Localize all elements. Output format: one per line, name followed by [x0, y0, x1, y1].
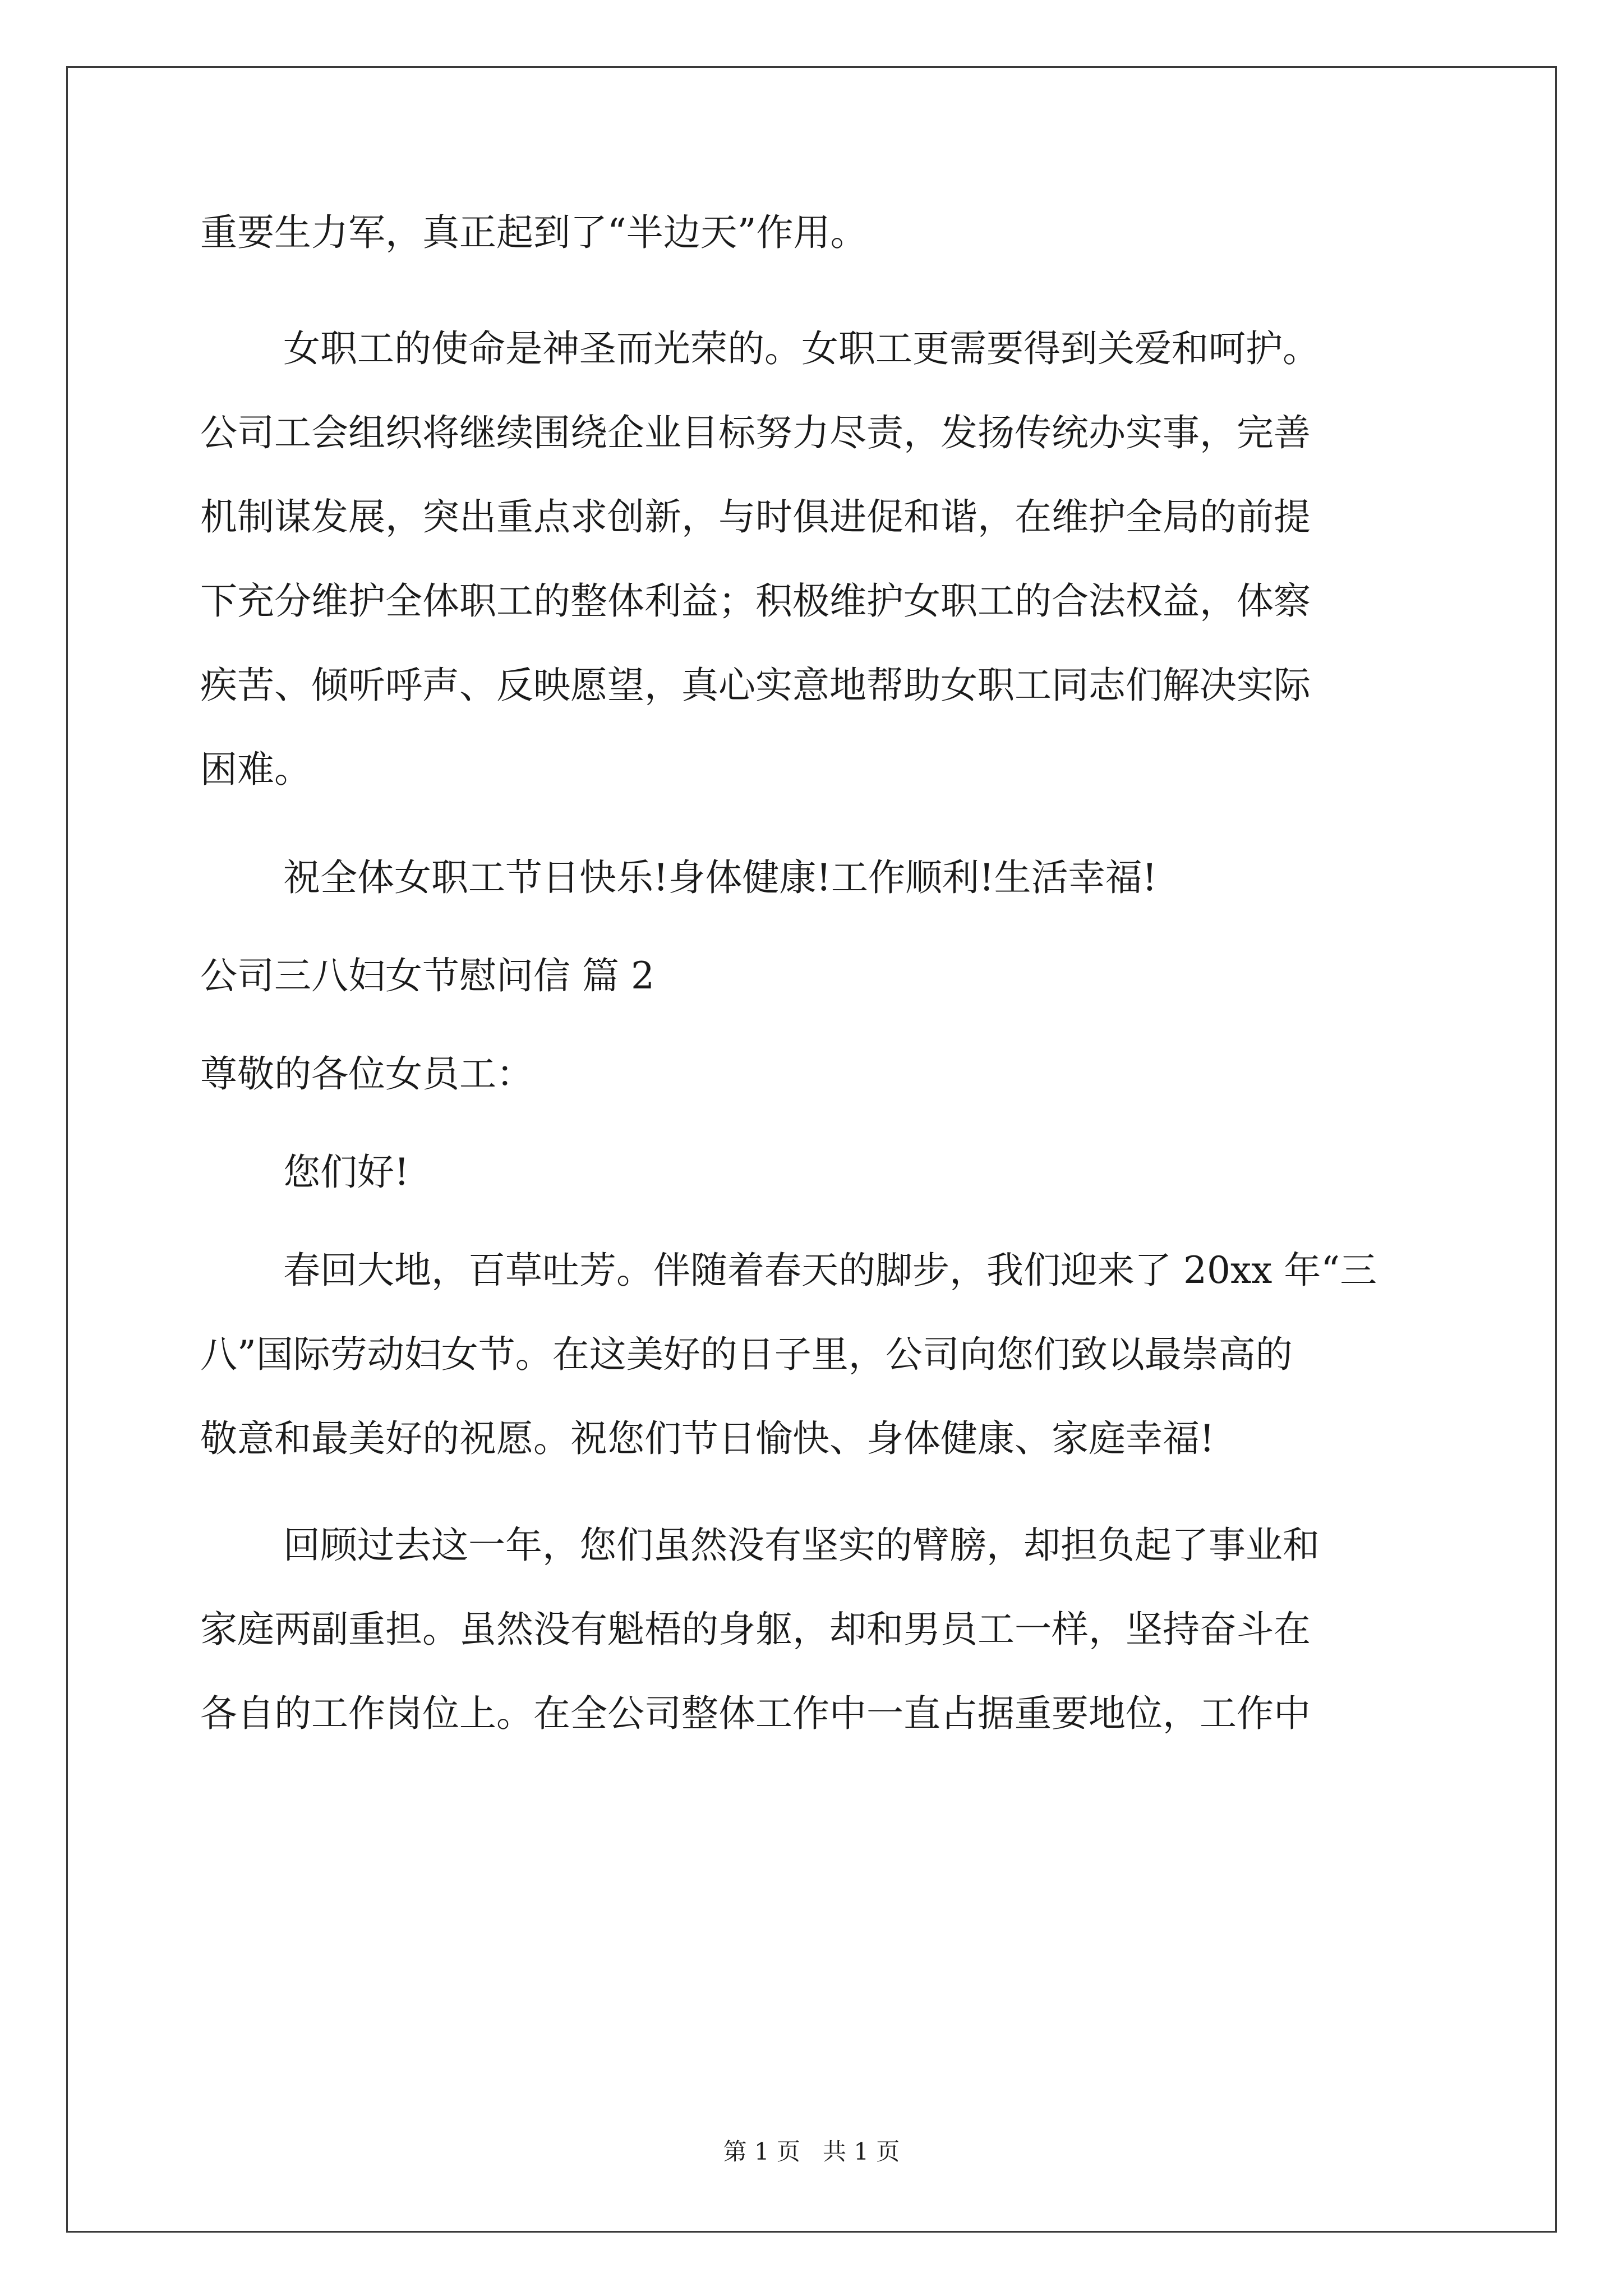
text-line: 公司工会组织将继续围绕企业目标努力尽责，发扬传统办实事，完善 — [200, 411, 1311, 454]
paragraph-line: 女职工的使命是神圣而光荣的。女职工更需要得到关爱和呵护。 — [283, 327, 1320, 370]
page-number-total: 共 1 页 — [823, 2138, 900, 2165]
paragraph-line: 祝全体女职工节日快乐!身体健康!工作顺利!生活幸福! — [283, 856, 1158, 899]
text-line: 疾苦、倾听呼声、反映愿望，真心实意地帮助女职工同志们解决实际 — [200, 664, 1311, 707]
text-line: 机制谋发展，突出重点求创新，与时俱进促和谐，在维护全局的前提 — [200, 495, 1311, 539]
text-line: 家庭两副重担。虽然没有魁梧的身躯，却和男员工一样，坚持奋斗在 — [200, 1608, 1311, 1651]
paragraph-line: 回顾过去这一年，您们虽然没有坚实的臂膀，却担负起了事业和 — [283, 1524, 1320, 1567]
text-line: 重要生力军，真正起到了“半边天”作用。 — [200, 211, 868, 254]
text-line: 敬意和最美好的祝愿。祝您们节日愉快、身体健康、家庭幸福! — [200, 1417, 1215, 1460]
page-footer — [0, 2135, 1623, 2169]
text-line: 下充分维护全体职工的整体利益；积极维护女职工的合法权益，体察 — [200, 579, 1311, 623]
text-line: 八”国际劳动妇女节。在这美好的日子里，公司向您们致以最崇高的 — [200, 1333, 1293, 1376]
page-number-current: 第 1 页 — [723, 2138, 800, 2165]
salutation: 尊敬的各位女员工： — [200, 1052, 533, 1096]
section-heading: 公司三八妇女节慰问信 篇 2 — [200, 954, 654, 997]
paragraph-line: 春回大地，百草吐芳。伴随着春天的脚步，我们迎来了 20xx 年“三 — [283, 1249, 1377, 1292]
text-line: 各自的工作岗位上。在全公司整体工作中一直占据重要地位，工作中 — [200, 1692, 1311, 1735]
text-line: 困难。 — [200, 748, 311, 791]
greeting: 您们好! — [283, 1151, 409, 1194]
